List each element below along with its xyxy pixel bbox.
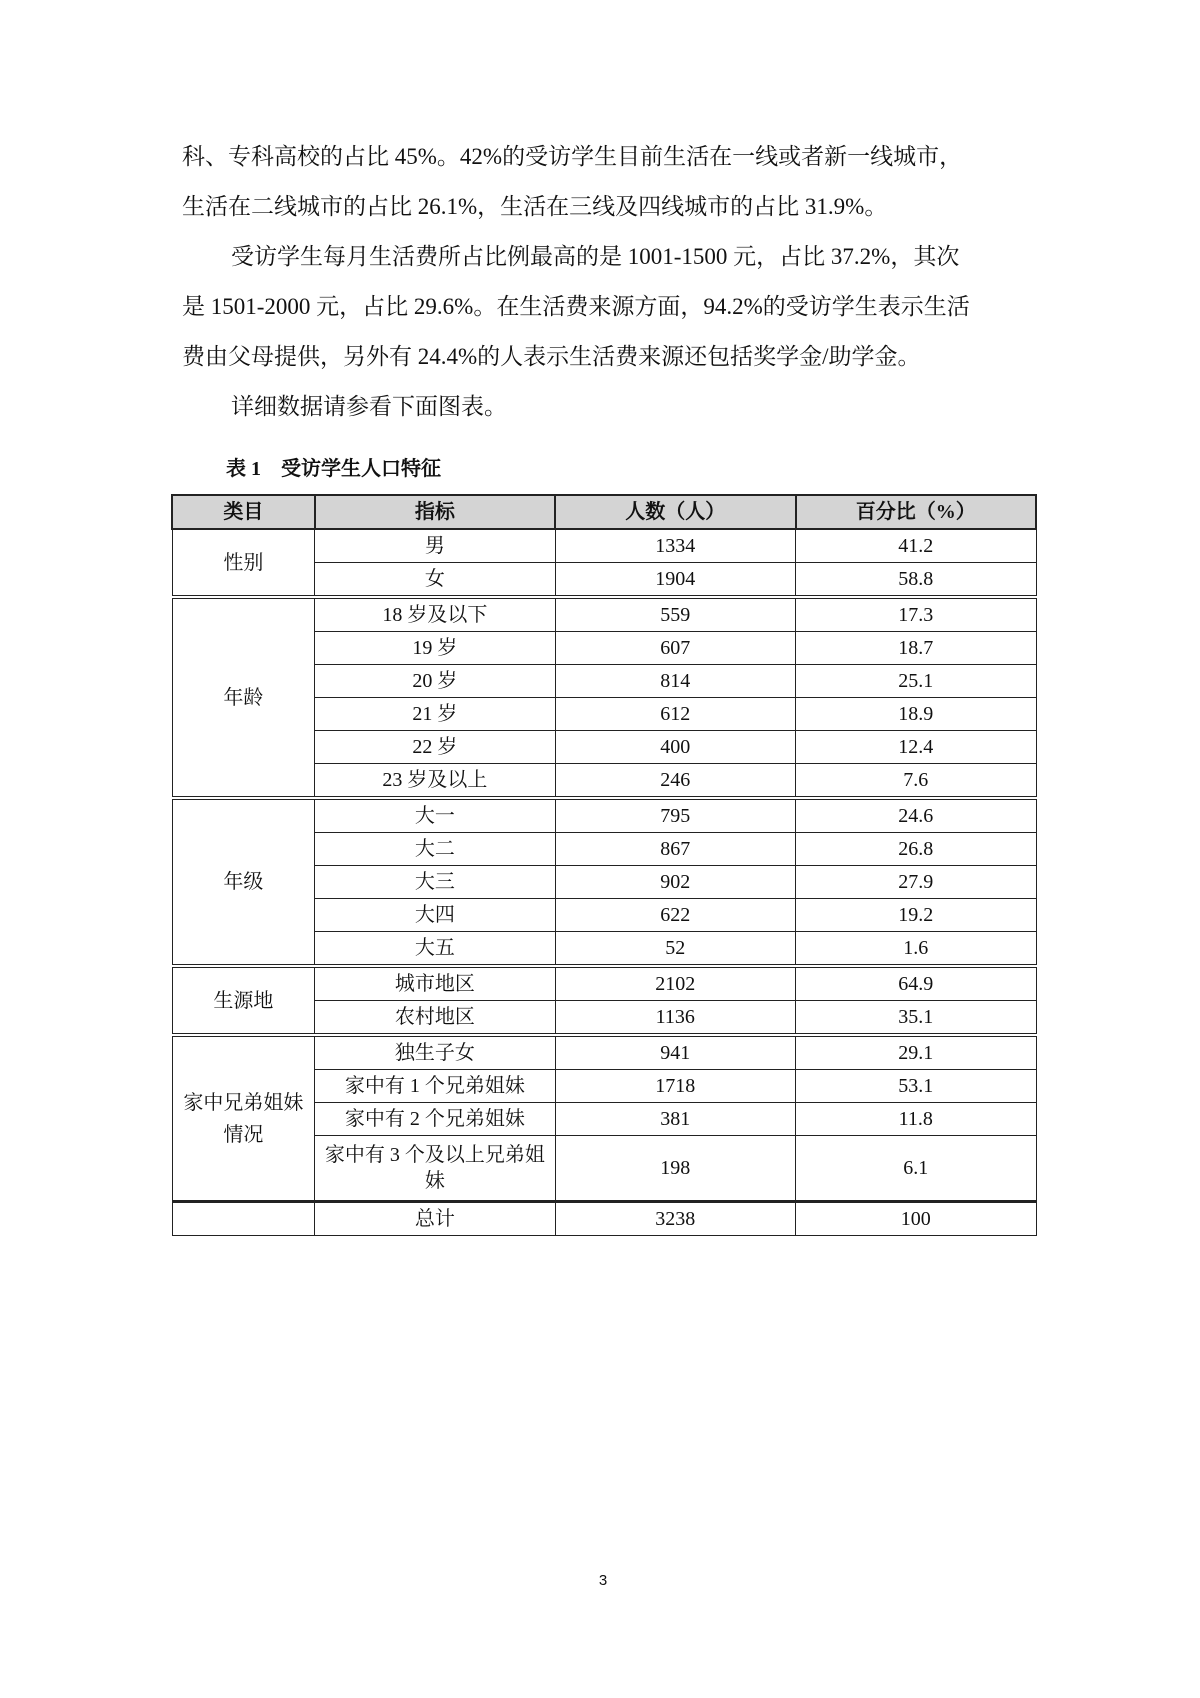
percent-cell: 27.9 xyxy=(796,866,1037,899)
count-cell: 52 xyxy=(555,932,795,967)
count-cell: 941 xyxy=(555,1035,795,1070)
indicator-cell: 家中有 1 个兄弟姐妹 xyxy=(315,1070,555,1103)
indicator-cell: 20 岁 xyxy=(315,665,555,698)
page-number: 3 xyxy=(598,1572,608,1589)
paragraph-line: 生活在二线城市的占比 26.1%，生活在三线及四线城市的占比 31.9%。 xyxy=(182,194,888,219)
percent-cell: 19.2 xyxy=(796,899,1037,932)
count-cell: 559 xyxy=(555,597,795,632)
count-cell: 1904 xyxy=(555,563,795,598)
paragraph-line: 费由父母提供，另外有 24.4%的人表示生活费来源还包括奖学金/助学金。 xyxy=(182,344,921,369)
indicator-cell: 家中有 3 个及以上兄弟姐妹 xyxy=(315,1136,555,1202)
indicator-cell: 大四 xyxy=(315,899,555,932)
percent-cell: 18.9 xyxy=(796,698,1037,731)
paragraph-line: 受访学生每月生活费所占比例最高的是 1001-1500 元，占比 37.2%，其次 xyxy=(231,244,960,269)
indicator-cell: 22 岁 xyxy=(315,731,555,764)
total-label-cell: 总计 xyxy=(315,1202,555,1236)
table-row xyxy=(172,798,1036,833)
paragraph-line: 是 1501-2000 元，占比 29.6%。在生活费来源方面，94.2%的受访学生表示生活 xyxy=(182,294,970,319)
count-cell: 400 xyxy=(555,731,795,764)
percent-cell: 12.4 xyxy=(796,731,1037,764)
count-cell: 1334 xyxy=(555,529,795,563)
indicator-cell: 21 岁 xyxy=(315,698,555,731)
paragraph-line: 科、专科高校的占比 45%。42%的受访学生目前生活在一线或者新一线城市， xyxy=(182,144,963,169)
count-cell: 612 xyxy=(555,698,795,731)
percent-cell: 41.2 xyxy=(796,529,1037,563)
percent-cell: 25.1 xyxy=(796,665,1037,698)
percent-cell: 7.6 xyxy=(796,764,1037,799)
count-cell: 795 xyxy=(555,798,795,833)
count-cell: 867 xyxy=(555,833,795,866)
indicator-cell: 农村地区 xyxy=(315,1001,555,1036)
indicator-cell: 女 xyxy=(315,563,555,598)
header-percent: 百分比（%） xyxy=(796,495,1037,529)
count-cell: 1136 xyxy=(555,1001,795,1036)
indicator-cell: 18 岁及以下 xyxy=(315,597,555,632)
count-cell: 622 xyxy=(555,899,795,932)
table-caption: 表 1 受访学生人口特征 xyxy=(226,458,441,480)
percent-cell: 58.8 xyxy=(796,563,1037,598)
table-row xyxy=(172,1035,1036,1070)
indicator-cell: 城市地区 xyxy=(315,966,555,1001)
header-category: 类目 xyxy=(172,495,315,529)
count-cell: 1718 xyxy=(555,1070,795,1103)
total-category-cell xyxy=(172,1202,315,1236)
indicator-cell: 大二 xyxy=(315,833,555,866)
indicator-cell: 独生子女 xyxy=(315,1035,555,1070)
count-cell: 381 xyxy=(555,1103,795,1136)
category-cell: 家中兄弟姐妹情况 xyxy=(172,1035,315,1202)
table-row xyxy=(172,597,1036,632)
count-cell: 607 xyxy=(555,632,795,665)
indicator-cell: 23 岁及以上 xyxy=(315,764,555,799)
total-count-cell: 3238 xyxy=(555,1202,795,1236)
demographics-table xyxy=(171,494,1037,1236)
percent-cell: 26.8 xyxy=(796,833,1037,866)
total-row xyxy=(172,1202,1036,1236)
header-indicator: 指标 xyxy=(315,495,555,529)
indicator-cell: 大三 xyxy=(315,866,555,899)
count-cell: 246 xyxy=(555,764,795,799)
indicator-cell: 大五 xyxy=(315,932,555,967)
count-cell: 814 xyxy=(555,665,795,698)
category-cell: 生源地 xyxy=(172,966,315,1035)
category-cell: 年龄 xyxy=(172,597,315,798)
table-header-row xyxy=(172,495,1036,529)
table-row xyxy=(172,529,1036,563)
indicator-cell: 19 岁 xyxy=(315,632,555,665)
indicator-cell: 大一 xyxy=(315,798,555,833)
percent-cell: 53.1 xyxy=(796,1070,1037,1103)
category-cell: 性别 xyxy=(172,529,315,597)
percent-cell: 17.3 xyxy=(796,597,1037,632)
table-row xyxy=(172,966,1036,1001)
percent-cell: 64.9 xyxy=(796,966,1037,1001)
percent-cell: 24.6 xyxy=(796,798,1037,833)
percent-cell: 35.1 xyxy=(796,1001,1037,1036)
total-percent-cell: 100 xyxy=(796,1202,1037,1236)
percent-cell: 1.6 xyxy=(796,932,1037,967)
category-cell: 年级 xyxy=(172,798,315,966)
count-cell: 198 xyxy=(555,1136,795,1202)
percent-cell: 29.1 xyxy=(796,1035,1037,1070)
indicator-cell: 家中有 2 个兄弟姐妹 xyxy=(315,1103,555,1136)
percent-cell: 6.1 xyxy=(796,1136,1037,1202)
count-cell: 2102 xyxy=(555,966,795,1001)
percent-cell: 11.8 xyxy=(796,1103,1037,1136)
indicator-cell: 男 xyxy=(315,529,555,563)
paragraph-line: 详细数据请参看下面图表。 xyxy=(231,394,507,419)
percent-cell: 18.7 xyxy=(796,632,1037,665)
count-cell: 902 xyxy=(555,866,795,899)
header-count: 人数（人） xyxy=(555,495,795,529)
